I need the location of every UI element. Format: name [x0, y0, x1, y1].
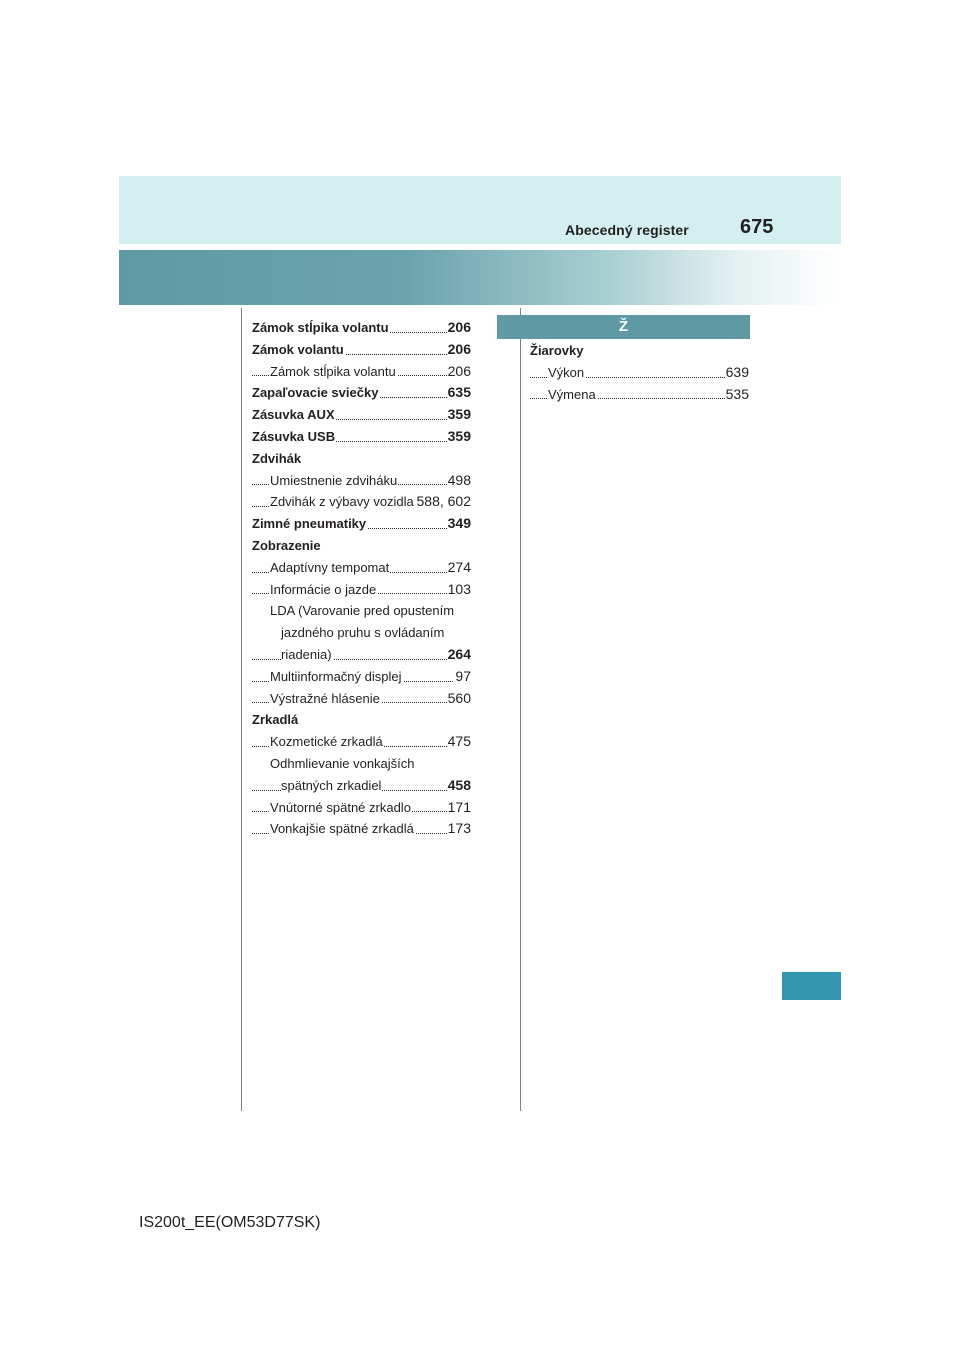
column-rule-left [241, 308, 242, 1111]
index-entry-label: Vonkajšie spätné zrkadlá [270, 821, 414, 837]
index-entry [252, 622, 471, 644]
header-title: Abecedný register [565, 222, 689, 238]
index-entry-label: Adaptívny tempomat [270, 559, 390, 575]
column-rule-right [520, 308, 521, 1111]
index-entry [252, 797, 471, 819]
index-entry-label: Výstražné hlásenie [270, 690, 380, 706]
index-entry [252, 448, 471, 470]
index-entry-page[interactable]: 498 [447, 470, 471, 492]
index-entry-label: Žiarovky [530, 343, 584, 358]
index-entry-page[interactable]: 475 [447, 731, 471, 753]
index-entry [530, 362, 749, 384]
index-entry-label: jazdného pruhu s ovládaním [281, 625, 445, 641]
index-entry-label: Výkon [548, 364, 585, 380]
index-entry [530, 340, 749, 362]
index-entry-label: Zapaľovacie sviečky [252, 385, 379, 401]
index-entry-page[interactable]: 264 [447, 644, 471, 666]
index-entry-page[interactable]: 359 [447, 404, 471, 426]
index-entry-label: Zámok stĺpika volantu [270, 363, 396, 379]
index-entry-page[interactable]: 349 [447, 513, 471, 535]
index-entry-label: Výmena [548, 386, 596, 402]
index-entry-label: Zdvihák z výbavy vozidla [270, 494, 414, 510]
index-entry-label: Odhmlievanie vonkajších [270, 755, 415, 771]
index-entry-page[interactable]: 171 [447, 797, 471, 819]
index-entry-page[interactable]: 560 [447, 688, 471, 710]
index-entry [252, 513, 471, 535]
index-entry [252, 426, 471, 448]
index-entry-page[interactable]: 635 [447, 382, 471, 404]
index-entry [252, 579, 471, 601]
index-entry [252, 600, 471, 622]
index-entry-page[interactable]: 588, 602 [416, 491, 472, 513]
index-entry-label: Multiinformačný displej [270, 668, 402, 684]
index-entry-page[interactable]: 458 [447, 775, 471, 797]
index-entry-label: Zrkadlá [252, 712, 299, 728]
index-entry [252, 731, 471, 753]
index-entry [252, 666, 471, 688]
decorative-gradient-band [119, 250, 841, 305]
index-entry-label: Kozmetické zrkadlá [270, 734, 383, 750]
index-entry-label: Zobrazenie [252, 537, 321, 553]
index-entry-label: riadenia) [281, 646, 332, 662]
index-entry [252, 470, 471, 492]
index-entry [252, 753, 471, 775]
index-entry-page[interactable]: 206 [447, 361, 471, 383]
index-entry-page[interactable]: 639 [725, 362, 749, 384]
index-entry-page[interactable]: 206 [447, 339, 471, 361]
index-entry [252, 688, 471, 710]
index-entry-page[interactable]: 359 [447, 426, 471, 448]
index-entry [252, 775, 471, 797]
index-entry [252, 317, 471, 339]
index-entry [252, 404, 471, 426]
index-entry-label: spätných zrkadiel [281, 777, 382, 793]
index-entry [252, 339, 471, 361]
index-column-right [530, 340, 749, 405]
index-entry-label: Zdvihák [252, 450, 302, 466]
index-entry [252, 709, 471, 731]
index-entry [252, 535, 471, 557]
index-entry-label: LDA (Varovanie pred opustením [270, 603, 455, 619]
footer-model-code: IS200t_EE(OM53D77SK) [139, 1214, 321, 1231]
index-entry-label: Zámok volantu [252, 341, 344, 357]
header-band [119, 176, 841, 244]
index-entry [252, 818, 471, 840]
index-entry-page[interactable]: 173 [447, 818, 471, 840]
index-entry-label: Umiestnenie zdviháku [270, 472, 398, 488]
index-entry-page[interactable]: 274 [447, 557, 471, 579]
index-entry-label: Informácie o jazde [270, 581, 377, 597]
index-entry-page[interactable]: 535 [725, 384, 749, 406]
index-entry [252, 644, 471, 666]
index-entry-label: Zásuvka USB [252, 428, 336, 444]
index-entry-page[interactable]: 206 [447, 317, 471, 339]
index-entry [252, 491, 471, 513]
chapter-side-tab [782, 972, 841, 1000]
section-letter-bar [497, 315, 750, 339]
page-number: 675 [740, 216, 774, 238]
index-entry [530, 384, 749, 406]
index-entry-label: Zásuvka AUX [252, 407, 335, 423]
index-entry [252, 557, 471, 579]
index-entry-page[interactable]: 103 [447, 579, 471, 601]
index-entry [252, 361, 471, 383]
index-column-left [252, 317, 471, 840]
section-letter: Ž [618, 318, 629, 335]
index-entry-page[interactable]: 97 [454, 666, 471, 688]
index-entry-label: Vnútorné spätné zrkadlo [270, 799, 411, 815]
index-entry [252, 382, 471, 404]
index-entry-label: Zámok stĺpika volantu [252, 320, 389, 335]
index-entry-label: Zimné pneumatiky [252, 516, 367, 532]
